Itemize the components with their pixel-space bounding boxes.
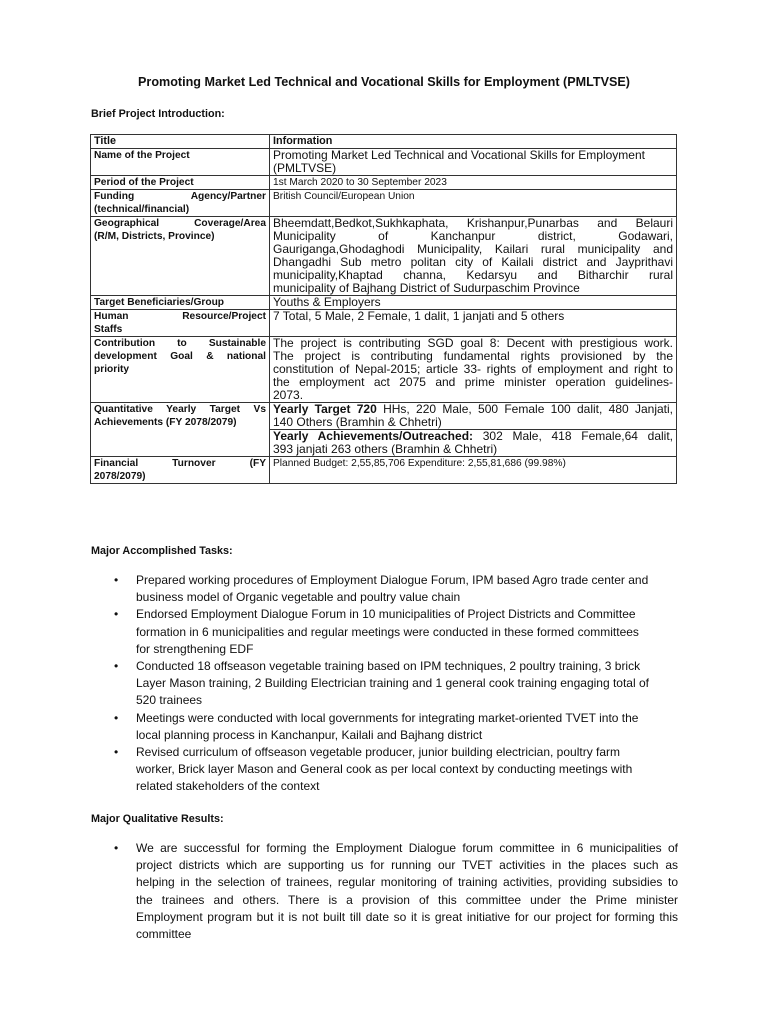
- item-line: for strengthening EDF: [136, 641, 254, 656]
- label-line: Funding Agency/Partner: [94, 191, 266, 202]
- item-line: Prepared working procedures of Employment Dialogue Forum, IPM based Agro trade center and: [136, 573, 649, 587]
- label-line: 2078/2079): [94, 471, 146, 482]
- bullet-icon: •: [114, 573, 119, 587]
- row-value: British Council/European Union: [270, 190, 677, 217]
- label-line: Financial Turnover (FY: [94, 458, 266, 469]
- row-value: [270, 217, 677, 296]
- row-value: Youths & Employers: [270, 296, 677, 310]
- results-list: [114, 840, 678, 943]
- row-label: Target Beneficiaries/Group: [91, 296, 270, 310]
- list-item: [114, 606, 678, 658]
- label-line: Achievements (FY 2078/2079): [94, 417, 237, 428]
- header-title: Title: [91, 135, 270, 149]
- value-line: Bheemdatt,Bedkot,Sukhkaphata, Krishanpur,Punarbas and Belauri: [273, 216, 673, 230]
- list-item: [114, 572, 678, 606]
- value-line: The project is contributing SGD goal 8: Decent with prestigious work.: [273, 336, 673, 350]
- tasks-heading: Major Accomplished Tasks:: [91, 545, 233, 557]
- item-line: 520 trainees: [136, 693, 203, 708]
- yearly-target-label: Yearly Target 720: [273, 402, 377, 416]
- item-line: formation in 6 municipalities and regular meetings were conducted in these formed committees: [136, 624, 639, 639]
- value-line: 2073.: [273, 388, 304, 402]
- label-line: Contribution to Sustainable: [94, 338, 266, 349]
- value-line: 140 Others (Bramhin & Chhetri): [273, 415, 442, 429]
- value-line: The project is contributing fundamental rights provisioned by the: [273, 349, 673, 363]
- label-line: (R/M, Districts, Province): [94, 231, 215, 242]
- label-line: priority: [94, 364, 130, 375]
- value-line: (PMLTVSE): [273, 161, 337, 175]
- table-row: [91, 296, 677, 310]
- item-line: We are successful for forming the Employment Dialogue forum committee in 6 municipalities of: [136, 841, 678, 855]
- label-line: Quantitative Yearly Target Vs: [94, 404, 266, 415]
- table-header-row: [91, 135, 677, 149]
- table-row: [91, 337, 677, 403]
- yearly-achievement-text: 302 Male, 418 Female,64 dalit,: [473, 429, 673, 443]
- yearly-target-cell: [270, 403, 677, 430]
- item-line: helping in the selection of trainees, regular monitoring of training activities, providing subsidies to: [136, 875, 678, 890]
- item-line: business model of Organic vegetable and poultry value chain: [136, 590, 461, 605]
- item-line: Employment program but it is not built till date so it is great initiative for our project for forming this: [136, 909, 678, 924]
- item-line: the trainees and others. There is a provision of this committee under the Prime minister: [136, 892, 678, 907]
- yearly-target-text: HHs, 220 Male, 500 Female 100 dalit, 480 Janjati,: [376, 402, 673, 416]
- list-item: [114, 744, 678, 796]
- item-line: worker, Brick layer Mason and General cook as per local context by conducting meetings with: [136, 762, 633, 777]
- row-value: [270, 337, 677, 403]
- intro-heading: Brief Project Introduction:: [91, 108, 225, 120]
- item-line: Conducted 18 offseason vegetable training based on IPM techniques, 2 poultry training, 3 brick: [136, 659, 641, 674]
- item-line: Revised curriculum of offseason vegetable producer, junior building electrician, poultry farm: [136, 745, 621, 760]
- item-line: project districts which are supporting us for running our TVET activities in the places such as: [136, 858, 678, 873]
- project-info-table: [90, 134, 677, 484]
- row-value: 1st March 2020 to 30 September 2023: [270, 176, 677, 190]
- yearly-achievement-cell: [270, 430, 677, 457]
- value-line: the employment act 2075 and prime minister operation guidelines-: [273, 375, 673, 389]
- row-label: [91, 403, 270, 457]
- tasks-list: [114, 572, 678, 796]
- row-label: [91, 457, 270, 484]
- value-line: Promoting Market Led Technical and Vocational Skills for Employment: [273, 148, 645, 162]
- item-line: related stakeholders of the context: [136, 779, 320, 794]
- value-line: 393 janjati 263 others (Bramhin & Chhetri): [273, 442, 498, 456]
- label-line: (technical/financial): [94, 204, 190, 215]
- label-line: Staffs: [94, 324, 123, 335]
- row-label: [91, 310, 270, 337]
- list-item: [114, 710, 678, 744]
- item-line: Layer Mason training, 2 Building Electrician training and 1 general cook training engaging total of: [136, 676, 649, 691]
- row-label: Name of the Project: [91, 149, 270, 176]
- label-line: Human Resource/Project: [94, 311, 266, 322]
- row-value: Planned Budget: 2,55,85,706 Expenditure: 2,55,81,686 (99.98%): [270, 457, 677, 484]
- table-row: [91, 310, 677, 337]
- table-row: [91, 457, 677, 484]
- bullet-icon: •: [114, 659, 119, 674]
- table-row: [91, 190, 677, 217]
- row-value: [270, 149, 677, 176]
- value-line: municipality of Bajhang District of Sudurpaschim Province: [273, 281, 580, 295]
- table-row: [91, 149, 677, 176]
- row-label: Period of the Project: [91, 176, 270, 190]
- header-information: Information: [270, 135, 677, 149]
- bullet-icon: •: [114, 607, 119, 622]
- yearly-achievement-label: Yearly Achievements/Outreached:: [273, 429, 474, 443]
- value-line: Gauriganga,Ghodaghodi Municipality, Kailari rural municipality and: [273, 242, 673, 256]
- item-line: Meetings were conducted with local governments for integrating market-oriented TVET into the: [136, 710, 639, 725]
- document-title: Promoting Market Led Technical and Vocational Skills for Employment (PMLTVSE): [138, 75, 630, 89]
- item-line: Endorsed Employment Dialogue Forum in 10 municipalities of Project Districts and Committee: [136, 607, 636, 622]
- row-value: 7 Total, 5 Male, 2 Female, 1 dalit, 1 janjati and 5 others: [270, 310, 677, 337]
- value-line: Dhangadhi Sub metro politan city of Kailali district and Jayprithavi: [273, 255, 673, 269]
- value-line: constitution of Nepal-2015; article 33- rights of employment and right to: [273, 362, 673, 376]
- table-row: [91, 176, 677, 190]
- label-line: Geographical Coverage/Area: [94, 218, 266, 229]
- item-line: local planning process in Kanchanpur, Kailali and Bajhang district: [136, 727, 483, 742]
- value-line: municipality,Khaptad channa, Kedarsyu and Bitharchir rural: [273, 268, 673, 282]
- row-label: [91, 190, 270, 217]
- table-row: [91, 403, 677, 430]
- bullet-icon: •: [114, 745, 119, 760]
- label-line: development Goal & national: [94, 351, 266, 362]
- value-line: Municipality of Kanchanpur district, Godawari,: [273, 229, 673, 243]
- results-heading: Major Qualitative Results:: [91, 813, 224, 825]
- list-item: [114, 658, 678, 710]
- row-label: [91, 337, 270, 403]
- bullet-icon: •: [114, 841, 119, 855]
- table-row: [91, 217, 677, 296]
- bullet-icon: •: [114, 710, 119, 725]
- list-item: [114, 840, 678, 943]
- item-line: committee: [136, 927, 192, 942]
- row-label: [91, 217, 270, 296]
